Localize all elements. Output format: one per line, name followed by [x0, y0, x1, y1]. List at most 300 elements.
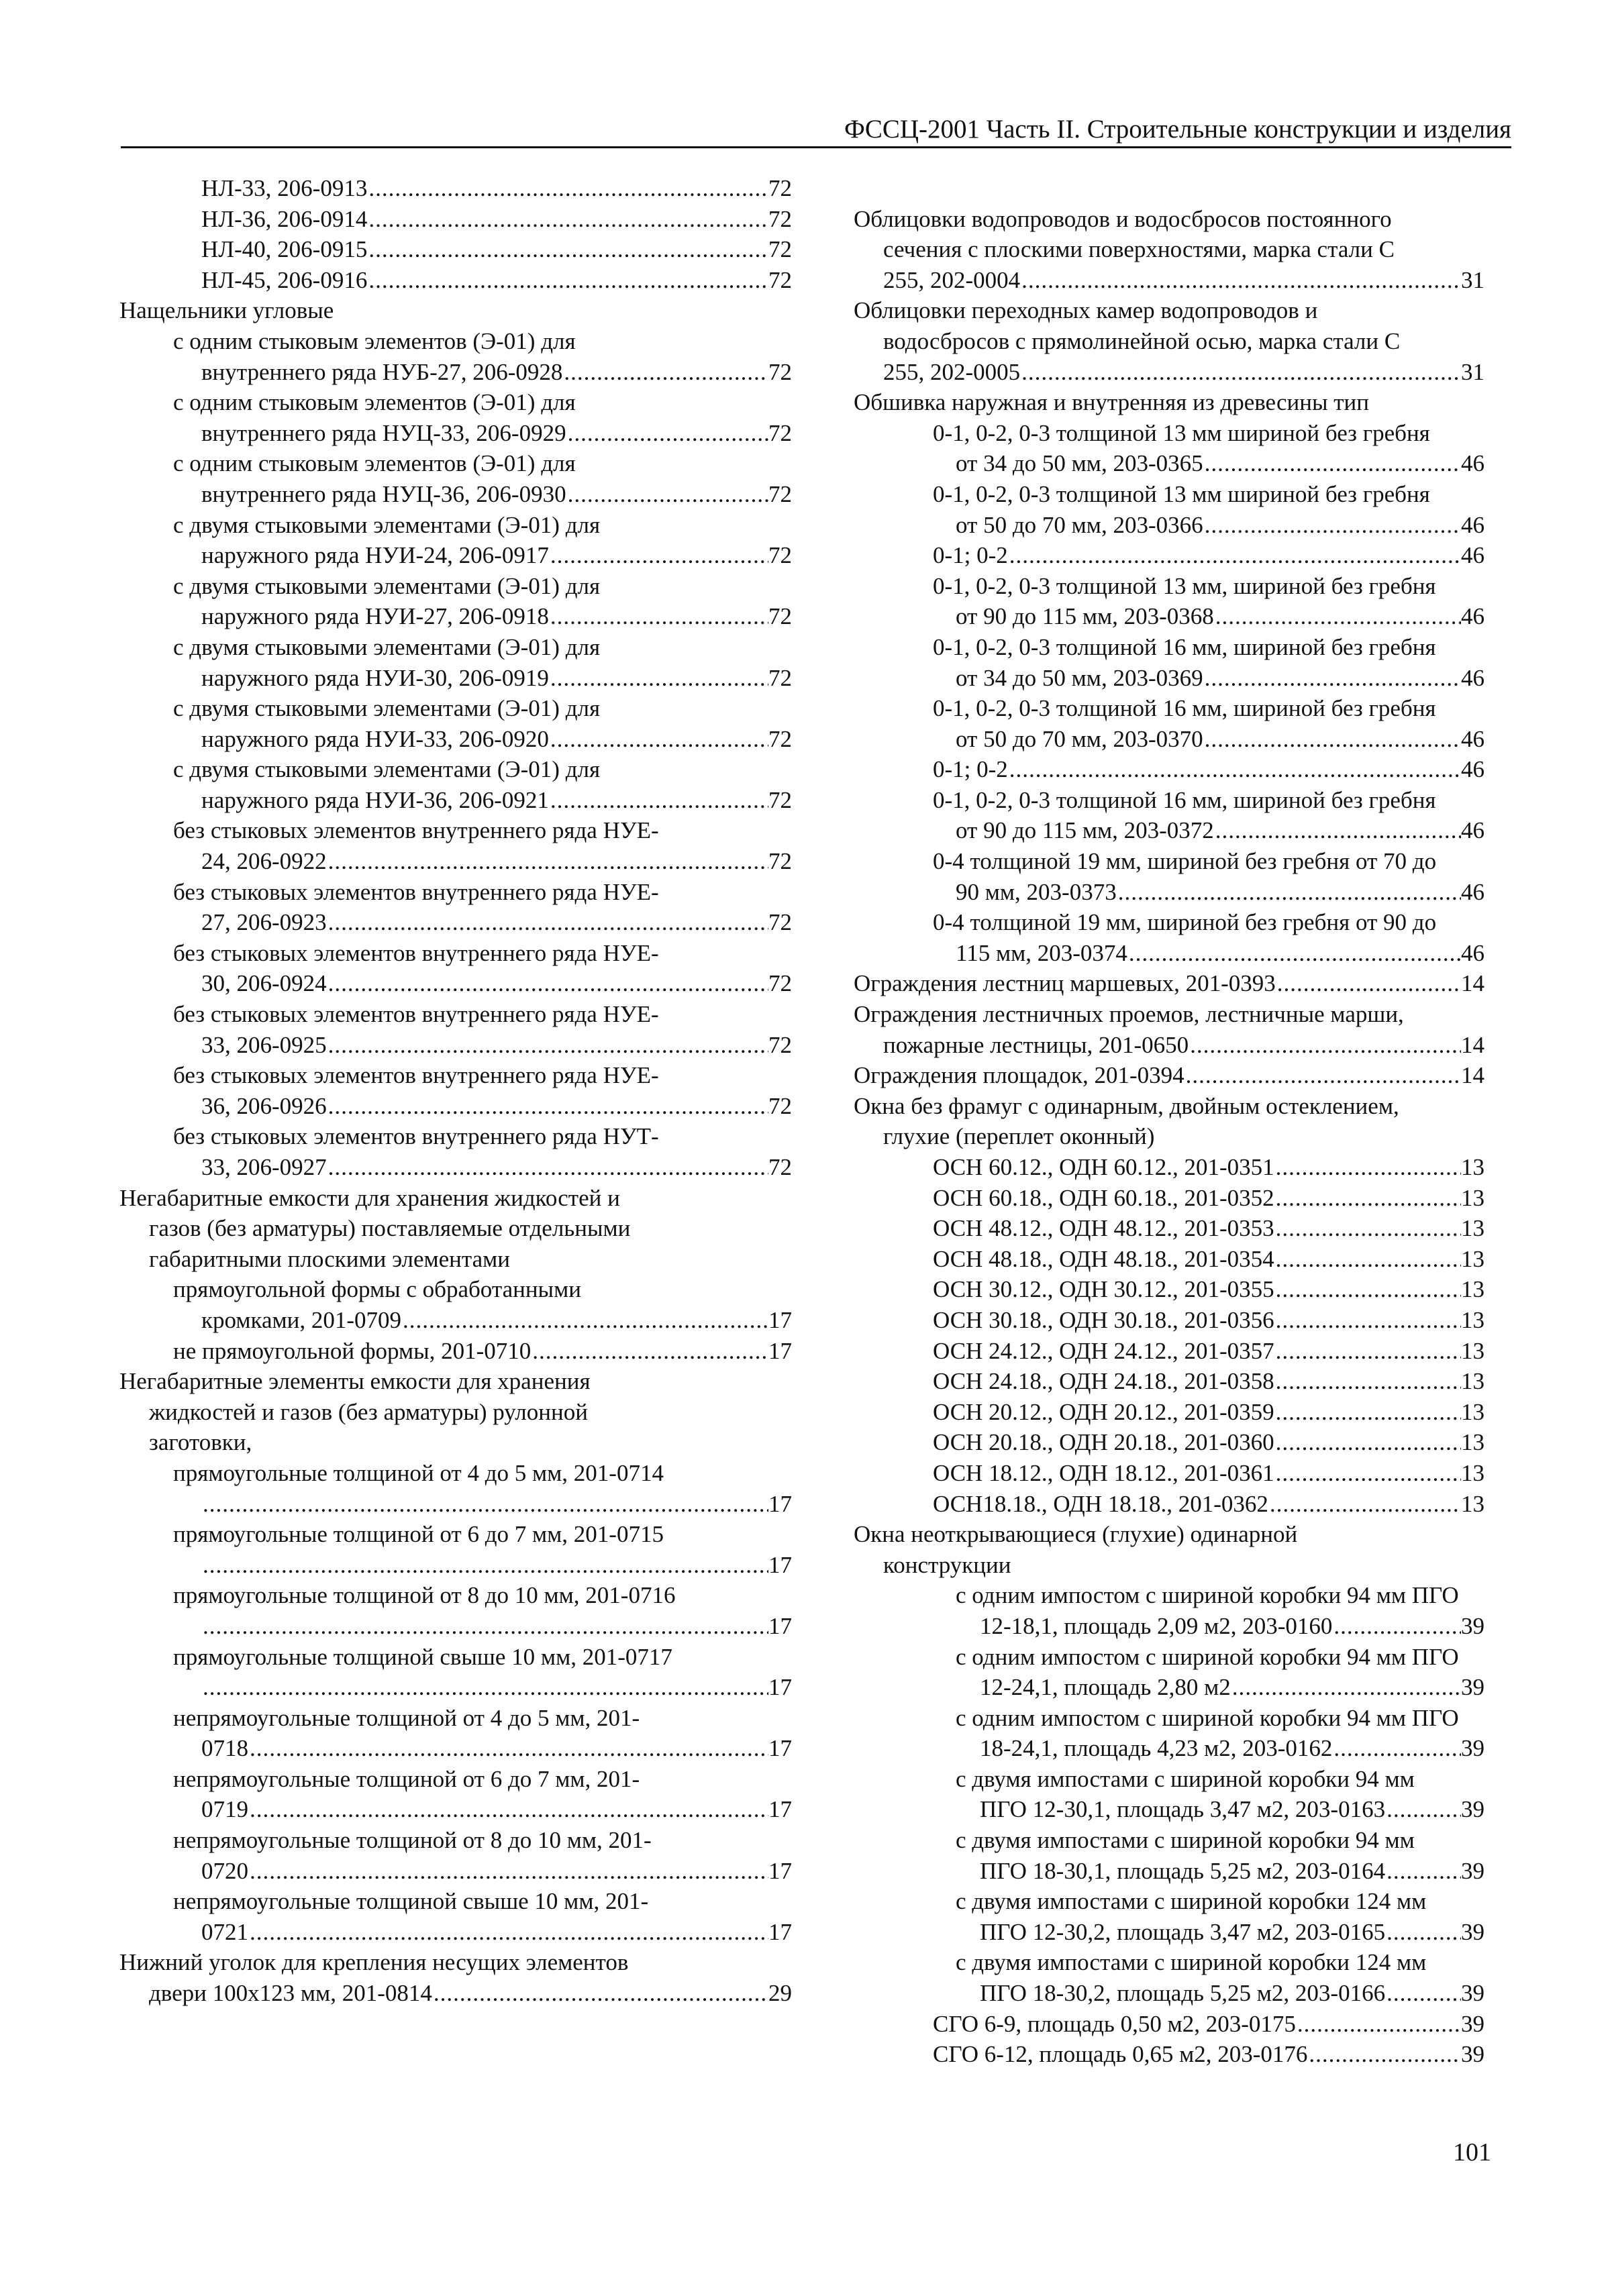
index-entry — [119, 938, 792, 969]
index-entry — [119, 1060, 792, 1091]
entry-text: ОСН 48.18., ОДН 48.18., 201-0354 — [933, 1245, 1274, 1272]
dot-leader — [1274, 1213, 1461, 1244]
entry-text: Ограждения лестничных проемов, лестничные марши, — [854, 1001, 1404, 1028]
index-entry — [119, 785, 792, 816]
entry-text: прямоугольной формы с обработанными — [173, 1276, 581, 1303]
entry-text: ОСН 20.12., ОДН 20.12., 201-0359 — [933, 1398, 1274, 1425]
entry-page-number: 72 — [768, 664, 792, 691]
index-column-right — [854, 173, 1484, 2070]
index-entry — [119, 999, 792, 1030]
dot-leader — [367, 204, 768, 235]
entry-text: 0-1, 0-2, 0-3 толщиной 16 мм, шириной без гребня — [933, 633, 1436, 660]
index-entry — [854, 1427, 1484, 1458]
dot-leader — [327, 907, 768, 938]
index-entry — [119, 510, 792, 541]
index-entry — [854, 1825, 1484, 1856]
index-entry — [854, 1642, 1484, 1673]
dot-leader — [1332, 1733, 1461, 1764]
dot-leader — [1274, 1183, 1461, 1214]
entry-text: непрямоугольные толщиной от 4 до 5 мм, 201- — [173, 1704, 640, 1731]
entry-page-number: 17 — [768, 1551, 792, 1578]
dot-leader — [1203, 724, 1461, 755]
entry-page-number: 29 — [768, 1980, 792, 2007]
entry-page-number: 46 — [1461, 725, 1484, 752]
entry-text: заготовки, — [149, 1429, 252, 1456]
dot-leader — [1117, 877, 1461, 908]
entry-page-number: 46 — [1461, 817, 1484, 844]
entry-text: с одним импостом с шириной коробки 94 мм ПГО — [956, 1704, 1459, 1731]
index-entry — [854, 1060, 1484, 1091]
dot-leader — [531, 1336, 768, 1367]
entry-text: 0719 — [201, 1796, 248, 1823]
index-entry — [119, 1427, 792, 1458]
index-entry — [119, 1519, 792, 1550]
index-entry — [854, 1672, 1484, 1703]
entry-text: 0721 — [201, 1918, 248, 1945]
index-entry — [119, 479, 792, 510]
entry-page-number: 17 — [768, 1490, 792, 1517]
entry-text: Окна без фрамуг с одинарным, двойным остеклением, — [854, 1092, 1399, 1119]
dot-leader — [1385, 1794, 1461, 1825]
entry-page-number: 13 — [1461, 1429, 1484, 1456]
entry-text: внутреннего ряда НУЦ-33, 206-0929 — [201, 419, 566, 446]
index-entry — [119, 1825, 792, 1856]
index-entry — [119, 571, 792, 602]
index-entry — [854, 1121, 1484, 1152]
index-entry — [119, 1611, 792, 1642]
entry-text: от 50 до 70 мм, 203-0370 — [956, 725, 1203, 752]
entry-page-number: 17 — [768, 1306, 792, 1333]
dot-leader — [201, 1550, 768, 1581]
dot-leader — [1189, 1030, 1461, 1061]
entry-text: ОСН 30.12., ОДН 30.12., 201-0355 — [933, 1276, 1274, 1303]
entry-text: 0720 — [201, 1857, 248, 1884]
entry-page-number: 31 — [1461, 266, 1484, 293]
entry-text: внутреннего ряда НУБ-27, 206-0928 — [201, 358, 563, 385]
entry-text: Негабаритные емкости для хранения жидкостей и — [119, 1184, 620, 1211]
index-entry — [119, 387, 792, 418]
entry-text: непрямоугольные толщиной свыше 10 мм, 201- — [173, 1888, 649, 1915]
index-entry — [854, 418, 1484, 449]
entry-text: с двумя импостами с шириной коробки 94 мм — [956, 1765, 1415, 1792]
entry-page-number: 72 — [768, 358, 792, 385]
entry-text: габаритными плоскими элементами — [149, 1245, 511, 1272]
dot-leader — [248, 1794, 768, 1825]
dot-leader — [327, 1030, 768, 1061]
dot-leader — [1008, 754, 1461, 785]
entry-page-number: 13 — [1461, 1184, 1484, 1211]
entry-text: ОСН 48.12., ОДН 48.12., 201-0353 — [933, 1215, 1274, 1242]
index-entry — [854, 2009, 1484, 2040]
index-entry — [119, 968, 792, 999]
dot-leader — [1274, 1458, 1461, 1489]
entry-text: непрямоугольные толщиной от 8 до 10 мм, 201- — [173, 1827, 652, 1854]
dot-leader — [549, 724, 768, 755]
entry-page-number: 13 — [1461, 1337, 1484, 1364]
entry-text: непрямоугольные толщиной от 6 до 7 мм, 201- — [173, 1765, 640, 1792]
index-entry — [119, 326, 792, 357]
entry-page-number: 46 — [1461, 511, 1484, 538]
dot-leader — [1274, 1305, 1461, 1336]
index-entry — [119, 418, 792, 449]
entry-page-number: 13 — [1461, 1154, 1484, 1180]
index-entry — [854, 1733, 1484, 1764]
entry-text: 0-1, 0-2, 0-3 толщиной 13 мм шириной без гребня — [933, 480, 1430, 507]
entry-text: жидкостей и газов (без арматуры) рулонной — [149, 1398, 588, 1425]
entry-page-number: 46 — [1461, 450, 1484, 477]
entry-text: прямоугольные толщиной от 6 до 7 мм, 201-0715 — [173, 1521, 664, 1548]
index-entry — [854, 1213, 1484, 1244]
dot-leader — [1274, 1397, 1461, 1428]
dot-leader — [201, 1489, 768, 1520]
index-entry — [119, 234, 792, 265]
index-entry — [854, 510, 1484, 541]
entry-text: с двумя стыковыми элементами (Э-01) для — [173, 633, 601, 660]
index-entry — [119, 1213, 792, 1244]
entry-text: без стыковых элементов внутреннего ряда НУЕ- — [173, 1062, 659, 1089]
index-entry — [119, 1030, 792, 1061]
entry-text: 115 мм, 203-0374 — [956, 939, 1127, 966]
index-entry — [854, 1183, 1484, 1214]
index-entry — [854, 1305, 1484, 1336]
dot-leader — [201, 1611, 768, 1642]
index-entry — [854, 1244, 1484, 1275]
entry-text: наружного ряда НУИ-30, 206-0919 — [201, 664, 549, 691]
dot-leader — [1385, 1917, 1461, 1948]
entry-text: газов (без арматуры) поставляемые отдельными — [149, 1215, 631, 1242]
index-entry — [854, 173, 1484, 204]
dot-leader — [1274, 1274, 1461, 1305]
entry-text: Обшивка наружная и внутренняя из древесины тип — [854, 389, 1369, 416]
index-entry — [854, 846, 1484, 877]
dot-leader — [549, 601, 768, 632]
index-entry — [119, 1458, 792, 1489]
entry-page-number: 72 — [768, 542, 792, 569]
entry-page-number: 13 — [1461, 1459, 1484, 1486]
dot-leader — [1203, 663, 1461, 694]
entry-text: от 34 до 50 мм, 203-0365 — [956, 450, 1203, 477]
entry-text: Ограждения площадок, 201-0394 — [854, 1062, 1185, 1089]
index-entry — [119, 448, 792, 479]
entry-text: глухие (переплет оконный) — [883, 1123, 1155, 1150]
entry-text: 0-1; 0-2 — [933, 756, 1008, 783]
entry-text: наружного ряда НУИ-27, 206-0918 — [201, 603, 549, 630]
entry-text: с двумя импостами с шириной коробки 124 мм — [956, 1888, 1427, 1915]
index-entry — [854, 1886, 1484, 1917]
entry-page-number: 13 — [1461, 1368, 1484, 1395]
dot-leader — [1020, 265, 1461, 296]
index-entry — [119, 877, 792, 908]
entry-text: наружного ряда НУИ-33, 206-0920 — [201, 725, 549, 752]
entry-page-number: 13 — [1461, 1306, 1484, 1333]
index-entry — [854, 693, 1484, 724]
index-entry — [119, 907, 792, 938]
index-entry — [854, 1947, 1484, 1978]
index-entry — [119, 754, 792, 785]
entry-text: Окна неоткрывающиеся (глухие) одинарной — [854, 1521, 1298, 1548]
index-entry — [119, 846, 792, 877]
index-entry — [854, 999, 1484, 1030]
index-entry — [119, 1580, 792, 1611]
entry-text: 18-24,1, площадь 4,23 м2, 203-0162 — [980, 1735, 1333, 1762]
entry-text: ОСН 18.12., ОДН 18.12., 201-0361 — [933, 1459, 1274, 1486]
index-entry — [119, 1886, 792, 1917]
entry-page-number: 72 — [768, 970, 792, 997]
entry-page-number: 72 — [768, 725, 792, 752]
dot-leader — [1274, 1427, 1461, 1458]
entry-text: 0-1, 0-2, 0-3 толщиной 16 мм, шириной без гребня — [933, 786, 1436, 813]
entry-text: с двумя стыковыми элементами (Э-01) для — [173, 756, 601, 783]
index-entry — [119, 265, 792, 296]
index-entry — [119, 1397, 792, 1428]
entry-text: ОСН 24.18., ОДН 24.18., 201-0358 — [933, 1368, 1274, 1395]
entry-text: прямоугольные толщиной от 8 до 10 мм, 201-0716 — [173, 1582, 676, 1609]
entry-text: с двумя стыковыми элементами (Э-01) для — [173, 695, 601, 722]
index-entry — [854, 1917, 1484, 1948]
entry-page-number: 17 — [768, 1337, 792, 1364]
entry-text: 36, 206-0926 — [201, 1092, 327, 1119]
index-entry — [854, 1794, 1484, 1825]
index-entry — [119, 1764, 792, 1795]
entry-text: прямоугольные толщиной от 4 до 5 мм, 201-0714 — [173, 1459, 664, 1486]
index-entry — [119, 173, 792, 204]
entry-text: Нижний уголок для крепления несущих элементов — [119, 1949, 629, 1976]
entry-text: с двумя стыковыми элементами (Э-01) для — [173, 511, 601, 538]
index-entry — [119, 1642, 792, 1673]
entry-text: ПГО 18-30,1, площадь 5,25 м2, 203-0164 — [980, 1857, 1386, 1884]
entry-text: НЛ-33, 206-0913 — [201, 175, 368, 201]
entry-page-number: 46 — [1461, 939, 1484, 966]
index-entry — [854, 815, 1484, 846]
index-entry — [854, 1336, 1484, 1367]
entry-text: с одним импостом с шириной коробки 94 мм ПГО — [956, 1643, 1459, 1670]
entry-text: Нащельники угловые — [119, 297, 334, 324]
index-entry — [854, 1397, 1484, 1428]
index-entry — [854, 1519, 1484, 1550]
dot-leader — [1274, 1152, 1461, 1183]
entry-text: 255, 202-0005 — [883, 358, 1021, 385]
entry-text: Облицовки водопроводов и водосбросов постоянного — [854, 205, 1392, 232]
entry-text: с одним стыковым элементов (Э-01) для — [173, 450, 576, 477]
entry-text: 0-1; 0-2 — [933, 542, 1008, 569]
index-entry — [854, 632, 1484, 663]
index-entry — [854, 265, 1484, 296]
entry-text: наружного ряда НУИ-24, 206-0917 — [201, 542, 549, 569]
entry-page-number: 17 — [768, 1735, 792, 1762]
entry-text: Негабаритные элементы емкости для хранения — [119, 1368, 591, 1395]
index-entry — [119, 724, 792, 755]
index-entry — [854, 479, 1484, 510]
entry-page-number: 46 — [1461, 878, 1484, 905]
entry-page-number: 17 — [768, 1674, 792, 1701]
entry-page-number: 13 — [1461, 1398, 1484, 1425]
index-entry — [854, 1611, 1484, 1642]
entry-page-number: 72 — [768, 603, 792, 630]
index-entry — [854, 1091, 1484, 1122]
index-entry — [119, 815, 792, 846]
entry-page-number: 39 — [1461, 2041, 1484, 2068]
dot-leader — [327, 1091, 768, 1122]
entry-page-number: 14 — [1461, 970, 1484, 997]
entry-text: без стыковых элементов внутреннего ряда НУЕ- — [173, 878, 659, 905]
dot-leader — [562, 357, 768, 388]
index-entry — [854, 295, 1484, 326]
index-entry — [854, 540, 1484, 571]
dot-leader — [1307, 2039, 1461, 2070]
entry-text: ПГО 12-30,2, площадь 3,47 м2, 203-0165 — [980, 1918, 1386, 1945]
dot-leader — [1020, 357, 1461, 388]
entry-text: 12-18,1, площадь 2,09 м2, 203-0160 — [980, 1612, 1333, 1639]
index-entry — [854, 1856, 1484, 1887]
entry-text: СГО 6-9, площадь 0,50 м2, 203-0175 — [933, 2010, 1296, 2037]
index-entry — [854, 938, 1484, 969]
index-entry — [854, 2039, 1484, 2070]
entry-page-number: 72 — [768, 205, 792, 232]
entry-text: НЛ-45, 206-0916 — [201, 266, 368, 293]
entry-text: ПГО 12-30,1, площадь 3,47 м2, 203-0163 — [980, 1796, 1386, 1823]
index-entry — [119, 1244, 792, 1275]
entry-page-number: 31 — [1461, 358, 1484, 385]
index-entry — [854, 357, 1484, 388]
entry-page-number: 39 — [1461, 1796, 1484, 1823]
index-entry — [854, 1458, 1484, 1489]
index-entry — [854, 448, 1484, 479]
entry-text: с одним импостом с шириной коробки 94 мм ПГО — [956, 1582, 1459, 1609]
entry-page-number: 13 — [1461, 1276, 1484, 1303]
entry-text: 0718 — [201, 1735, 248, 1762]
dot-leader — [1385, 1978, 1461, 2009]
entry-text: с одним стыковым элементов (Э-01) для — [173, 327, 576, 354]
entry-text: 33, 206-0927 — [201, 1154, 327, 1180]
entry-text: без стыковых элементов внутреннего ряда НУЕ- — [173, 1001, 659, 1028]
entry-page-number: 72 — [768, 786, 792, 813]
entry-page-number: 39 — [1461, 2010, 1484, 2037]
dot-leader — [248, 1856, 768, 1887]
entry-page-number: 46 — [1461, 756, 1484, 783]
dot-leader — [566, 418, 768, 449]
index-entry — [854, 1978, 1484, 2009]
index-entry — [854, 1703, 1484, 1734]
dot-leader — [1203, 510, 1461, 541]
dot-leader — [367, 173, 768, 204]
index-entry — [119, 1703, 792, 1734]
entry-text: 0-4 толщиной 19 мм, шириной без гребня от 90 до — [933, 909, 1437, 936]
entry-page-number: 72 — [768, 1154, 792, 1180]
entry-text: с двумя импостами с шириной коробки 124 мм — [956, 1949, 1427, 1976]
index-column-left — [119, 173, 792, 2009]
index-entry — [119, 1733, 792, 1764]
entry-text: без стыковых элементов внутреннего ряда НУЕ- — [173, 817, 659, 844]
entry-text: ОСН 20.18., ОДН 20.18., 201-0360 — [933, 1429, 1274, 1456]
entry-page-number: 13 — [1461, 1215, 1484, 1242]
entry-text: без стыковых элементов внутреннего ряда НУТ- — [173, 1123, 659, 1150]
dot-leader — [1268, 1489, 1461, 1520]
entry-text: 0-1, 0-2, 0-3 толщиной 13 мм шириной без гребня — [933, 419, 1430, 446]
dot-leader — [1274, 1366, 1461, 1397]
dot-leader — [549, 540, 768, 571]
entry-text: 27, 206-0923 — [201, 909, 327, 936]
entry-text: наружного ряда НУИ-36, 206-0921 — [201, 786, 549, 813]
entry-page-number: 17 — [768, 1612, 792, 1639]
running-header: ФССЦ-2001 Часть II. Строительные конструкции и изделия — [121, 114, 1511, 148]
entry-page-number: 39 — [1461, 1980, 1484, 2007]
entry-page-number: 13 — [1461, 1245, 1484, 1272]
index-entry — [119, 663, 792, 694]
entry-page-number: 72 — [768, 848, 792, 875]
entry-text: Ограждения лестниц маршевых, 201-0393 — [854, 970, 1276, 997]
index-entry — [119, 693, 792, 724]
index-entry — [854, 1030, 1484, 1061]
index-entry — [119, 1794, 792, 1825]
entry-text: пожарные лестницы, 201-0650 — [883, 1031, 1189, 1058]
index-entry — [854, 601, 1484, 632]
index-entry — [854, 907, 1484, 938]
dot-leader — [1385, 1856, 1461, 1887]
entry-text: двери 100х123 мм, 201-0814 — [149, 1980, 432, 2007]
dot-leader — [201, 1672, 768, 1703]
index-entry — [119, 1274, 792, 1305]
index-entry — [854, 754, 1484, 785]
index-entry — [854, 785, 1484, 816]
index-entry — [119, 1305, 792, 1336]
dot-leader — [1296, 2009, 1461, 2040]
dot-leader — [549, 663, 768, 694]
entry-text: от 90 до 115 мм, 203-0368 — [956, 603, 1214, 630]
entry-page-number: 72 — [768, 236, 792, 263]
dot-leader — [1276, 968, 1461, 999]
index-entry — [119, 1856, 792, 1887]
entry-text: ОСН 30.18., ОДН 30.18., 201-0356 — [933, 1306, 1274, 1333]
dot-leader — [327, 846, 768, 877]
dot-leader — [327, 1152, 768, 1183]
entry-page-number: 46 — [1461, 542, 1484, 569]
entry-page-number: 17 — [768, 1918, 792, 1945]
entry-page-number: 39 — [1461, 1612, 1484, 1639]
dot-leader — [1274, 1336, 1461, 1367]
dot-leader — [401, 1305, 768, 1336]
dot-leader — [327, 968, 768, 999]
entry-text: сечения с плоскими поверхностями, марка стали С — [883, 236, 1395, 263]
entry-text: кромками, 201-0709 — [201, 1306, 402, 1333]
entry-page-number: 72 — [768, 1031, 792, 1058]
index-entry — [854, 877, 1484, 908]
index-entry — [854, 1580, 1484, 1611]
index-entry — [119, 1121, 792, 1152]
entry-text: с двумя импостами с шириной коробки 94 мм — [956, 1827, 1415, 1854]
index-entry — [854, 1152, 1484, 1183]
dot-leader — [1185, 1060, 1461, 1091]
index-entry — [119, 357, 792, 388]
index-entry — [854, 724, 1484, 755]
index-entry — [119, 540, 792, 571]
entry-text: не прямоугольной формы, 201-0710 — [173, 1337, 532, 1364]
index-entry — [119, 295, 792, 326]
entry-text: прямоугольные толщиной свыше 10 мм, 201-0717 — [173, 1643, 672, 1670]
entry-text: СГО 6-12, площадь 0,65 м2, 203-0176 — [933, 2041, 1308, 2068]
entry-page-number: 17 — [768, 1857, 792, 1884]
entry-page-number: 13 — [1461, 1490, 1484, 1517]
dot-leader — [432, 1978, 768, 2009]
dot-leader — [248, 1733, 768, 1764]
entry-text: Облицовки переходных камер водопроводов и — [854, 297, 1318, 324]
index-entry — [119, 1183, 792, 1214]
index-entry — [854, 204, 1484, 235]
entry-text: 0-1, 0-2, 0-3 толщиной 16 мм, шириной без гребня — [933, 695, 1436, 722]
entry-page-number: 72 — [768, 175, 792, 201]
dot-leader — [1008, 540, 1461, 571]
dot-leader — [1127, 938, 1461, 969]
index-entry — [119, 1152, 792, 1183]
